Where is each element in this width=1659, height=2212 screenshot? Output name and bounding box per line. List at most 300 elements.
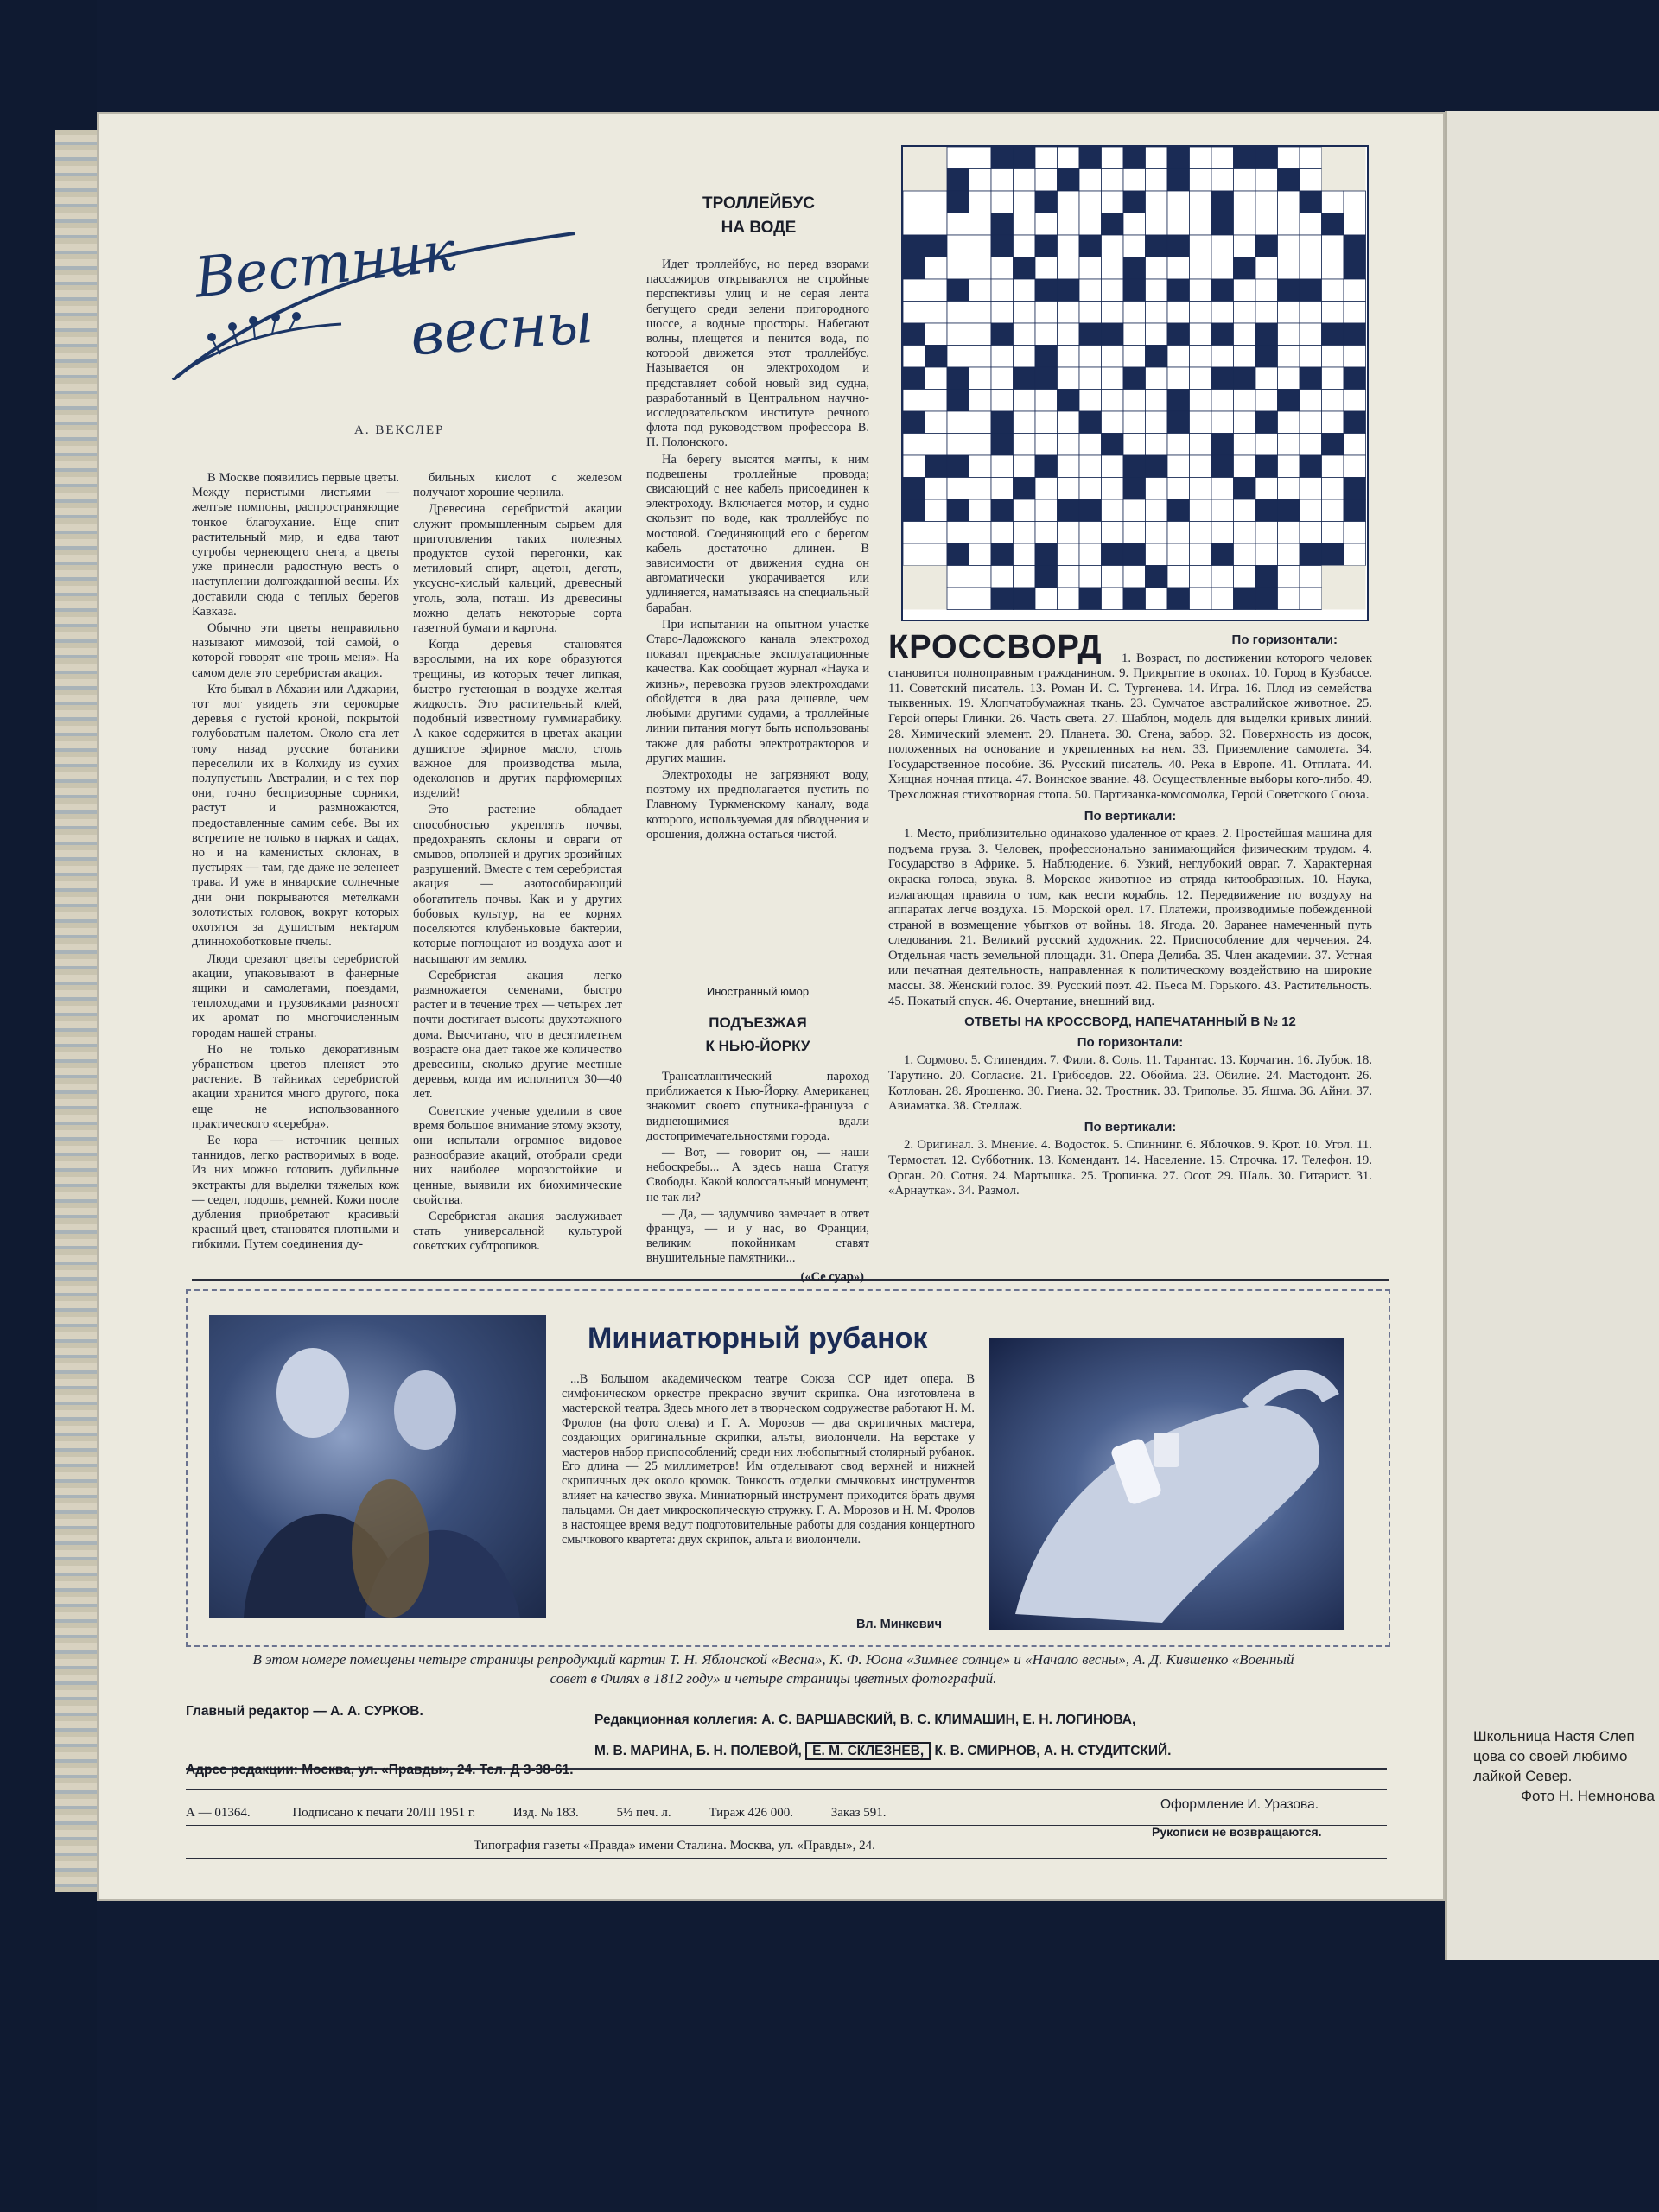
crossword-cell	[969, 522, 992, 544]
crossword-cell	[1211, 522, 1234, 544]
crossword-cell	[1014, 434, 1036, 456]
crossword-cell	[1255, 346, 1278, 368]
crossword-cell	[1014, 367, 1036, 390]
crossword-cell	[1255, 235, 1278, 257]
crossword-cell	[991, 191, 1014, 213]
crossword-cell	[1146, 279, 1168, 302]
crossword-cell	[1344, 235, 1366, 257]
imprint-zakaz: Заказ 591.	[830, 1806, 887, 1820]
crossword-cell	[925, 478, 948, 500]
crossword-cell	[1167, 390, 1190, 412]
crossword-cell	[1102, 434, 1124, 456]
crossword-cell	[1167, 543, 1190, 566]
crossword-cell	[991, 235, 1014, 257]
crossword-cell	[925, 434, 948, 456]
crossword-cell	[1123, 566, 1146, 588]
crossword-cell	[1102, 390, 1124, 412]
crossword-cell	[1167, 235, 1190, 257]
crossword-cell	[969, 235, 992, 257]
crossword-cell	[1278, 499, 1300, 522]
crossword-cell	[1322, 302, 1344, 324]
crossword-cell	[1014, 543, 1036, 566]
crossword-cell	[991, 543, 1014, 566]
crossword-cell	[1234, 522, 1256, 544]
crossword-cell	[1255, 588, 1278, 610]
answers-vertical: 2. Оригинал. 3. Мнение. 4. Водосток. 5. Спиннинг. 6. Яблочков. 9. Крот. 10. Угол. 11. Термостат. 12. Субботник. 13. Комендант. 14. Население. 15. Строчка. 17. Телефон. 19. Орган. 20. Сотня. 24. Мартышка. 25. Тропинка. 27. Осот. 29. Шаль. 30. Гитарист. 31. «Арнаутка». 34. Размол.	[888, 1138, 1372, 1198]
crossword-cell	[1344, 434, 1366, 456]
crossword-cell	[1079, 434, 1102, 456]
crossword-cell	[1146, 302, 1168, 324]
crossword-cell	[1211, 279, 1234, 302]
crossword-cell	[1079, 390, 1102, 412]
crossword-cell	[1167, 522, 1190, 544]
crossword-cell	[1146, 367, 1168, 390]
crossword-cell	[1234, 411, 1256, 434]
crossword-cell	[1014, 235, 1036, 257]
crossword-cell	[1190, 455, 1212, 478]
crossword-cell	[991, 566, 1014, 588]
crossword-cell	[1058, 323, 1080, 346]
crossword-cell	[1167, 346, 1190, 368]
crossword-cell	[969, 411, 992, 434]
crossword-cell	[1146, 191, 1168, 213]
crossword-cell	[1014, 169, 1036, 192]
board-members-a: М. В. МАРИНА, Б. Н. ПОЛЕВОЙ,	[594, 1744, 802, 1758]
crossword-cell	[969, 147, 992, 169]
crossword-cell	[903, 323, 925, 346]
crossword-cell	[1344, 566, 1366, 588]
crossword-cell	[1278, 346, 1300, 368]
crossword-cell	[947, 346, 969, 368]
crossword-cell	[1123, 543, 1146, 566]
footer-rule2	[186, 1789, 1387, 1790]
crossword-cell	[1123, 169, 1146, 192]
crossword-cell	[1211, 566, 1234, 588]
imprint-izd: Изд. № 183.	[512, 1806, 579, 1820]
crossword-cell	[1211, 169, 1234, 192]
crossword-cell	[1234, 499, 1256, 522]
crossword-cell	[1058, 522, 1080, 544]
imprint-manuscripts: Рукописи не возвращаются.	[1152, 1825, 1322, 1839]
crossword-cell	[1300, 455, 1322, 478]
crossword-cell	[1300, 147, 1322, 169]
crossword-cell	[1300, 279, 1322, 302]
board-member-boxed: Е. М. СКЛЕЗНЕВ,	[805, 1742, 931, 1760]
crossword-cell	[1123, 478, 1146, 500]
crossword-cell	[925, 257, 948, 280]
paragraph: Когда деревья становятся взрослыми, на их коре образуются трещины, из которых течет липкая, быстро густеющая в воздухе желтая жидкость. Это растительный клей, подобный известному гуммиарабику. А какое содержится в цветах акации душистое эфирное масло, столь важное для производства мыла, одеколонов и других парфюмерных изделий!	[413, 638, 622, 801]
crossword-cell	[1146, 169, 1168, 192]
crossword-cell	[1035, 302, 1058, 324]
crossword-cell	[1102, 588, 1124, 610]
crossword-cell	[1344, 302, 1366, 324]
crossword-cell	[1123, 522, 1146, 544]
crossword-cell	[1234, 235, 1256, 257]
crossword-cell	[1278, 257, 1300, 280]
crossword-cell	[1300, 191, 1322, 213]
crossword-cell	[1014, 323, 1036, 346]
crossword-cell	[1102, 455, 1124, 478]
binding-spine	[55, 130, 99, 1892]
crossword-cell	[1146, 257, 1168, 280]
crossword-cell	[947, 543, 969, 566]
crossword-cell	[1014, 147, 1036, 169]
crossword-cell	[1058, 478, 1080, 500]
crossword-cell	[1211, 499, 1234, 522]
crossword-cell	[1102, 169, 1124, 192]
crossword-cell	[925, 235, 948, 257]
paragraph: Но не только декоративным убранством цветов пленяет это растение. В тайниках серебристой акации хранится много другого, пока еще не использованного практического «серебра».	[192, 1042, 399, 1131]
footer-rule4	[186, 1858, 1387, 1859]
crossword-cell	[1234, 302, 1256, 324]
crossword-cell	[1146, 434, 1168, 456]
crossword-cell	[1344, 455, 1366, 478]
crossword-cell	[947, 235, 969, 257]
paragraph: Кто бывал в Абхазии или Аджарии, тот мог увидеть эти серокорые деревья с густой кроной, покрытой голубоватым налетом. Около ста лет тому назад русские ботаники переселили их в Колхиду из сухих полупустынь Австралии, и с тех пор они, точно беспризорные сорняки, растут и размножаются, предоставленные самим себе. Вы их встретите не только в парках и садах, но и на каменистых склонах, в пустырях — там, где даже не зеленеет трава. И уже в январские солнечные дни они покрываются метелками золотистых головок, вокруг которых охотятся за душистым нектаром длиннохоботковые пчелы.	[192, 682, 399, 950]
crossword-cell	[1146, 455, 1168, 478]
crossword-cell	[1102, 279, 1124, 302]
paragraph: Люди срезают цветы серебристой акации, упаковывают в фанерные ящики и самолетами, поездами, теплоходами и грузовиками разносят их аромат по многочисленным городам нашей страны.	[192, 951, 399, 1040]
crossword-cells	[903, 147, 1367, 615]
crossword-cell	[991, 323, 1014, 346]
crossword-cell	[1058, 390, 1080, 412]
crossword-cell	[947, 499, 969, 522]
crossword-cell	[1300, 566, 1322, 588]
crossword-cell	[1123, 390, 1146, 412]
miniature-author: Вл. Минкевич	[855, 1618, 942, 1631]
crossword-cell	[1300, 434, 1322, 456]
crossword-cell	[1035, 499, 1058, 522]
crossword-cell	[903, 279, 925, 302]
paragraph: Идет троллейбус, но перед взорами пассажиров открываются не стройные перспективы улиц и не серая лента бегущего среди зелени пригородного шоссе, а водные просторы. Набегают волны, плещется и пенится вода, по которой движется этот троллейбус. Называется он электроходом и представляет собой новый вид судна, разработанный в Центральном научно-исследовательском институте речного флота под руководством профессора В. П. Полонского.	[646, 257, 869, 450]
crossword-cell	[1123, 191, 1146, 213]
crossword-cell	[1167, 169, 1190, 192]
crossword-cell	[1123, 367, 1146, 390]
crossword-cell	[1234, 566, 1256, 588]
article3-section: Иностранный юмор	[706, 985, 810, 998]
crossword-cell	[1278, 147, 1300, 169]
facing-page-caption	[1473, 1726, 1659, 1806]
crossword-cell	[1255, 499, 1278, 522]
crossword-cell	[1058, 279, 1080, 302]
crossword-cell	[947, 302, 969, 324]
imprint-signed: Подписано к печати 20/III 1951 г.	[292, 1806, 476, 1820]
crossword-cell	[969, 213, 992, 236]
crossword-cell	[1079, 367, 1102, 390]
crossword-cell	[947, 455, 969, 478]
crossword-cell	[925, 302, 948, 324]
crossword-cell	[1146, 147, 1168, 169]
crossword-cell	[1102, 499, 1124, 522]
clues-horizontal-head: По горизонтали:	[1231, 632, 1338, 647]
crossword-cell	[1278, 478, 1300, 500]
editorial-board-line1: Редакционная коллегия: А. С. ВАРШАВСКИЙ, В. С. КЛИМАШИН, Е. Н. ЛОГИНОВА,	[594, 1713, 1136, 1727]
crossword-cell	[1014, 302, 1036, 324]
crossword-cell	[925, 346, 948, 368]
crossword-cell	[947, 213, 969, 236]
paragraph: В Москве появились первые цветы. Между перистыми листьями — желтые помпоны, распространяющие тонкое благоухание. Еще спит растительный мир, и едва тают сугробы чернеющего снега, а цветы уже принесли радостную весть о наступлении долгожданной весны. Их доставили сюда с теплых берегов Кавказа.	[192, 471, 399, 619]
crossword-cell	[1123, 257, 1146, 280]
crossword-cell	[903, 191, 925, 213]
crossword-cell	[1079, 346, 1102, 368]
crossword-cell	[1344, 279, 1366, 302]
crossword-grid	[901, 145, 1369, 621]
crossword-cell	[969, 434, 992, 456]
crossword-cell	[1211, 191, 1234, 213]
crossword-cell	[1234, 367, 1256, 390]
crossword-cell	[1190, 478, 1212, 500]
crossword-cell	[903, 455, 925, 478]
miniature-title: Миниатюрный рубанок	[588, 1322, 928, 1355]
answers-horizontal: 1. Сормово. 5. Стипендия. 7. Фили. 8. Соль. 11. Тарантас. 13. Корчагин. 16. Лубок. 18. Тарутино. 20. Согласие. 21. Грибоедов. 22. Обойма. 23. Обилие. 24. Мастодонт. 26. Котлован. 28. Ярошенко. 30. Гиена. 32. Тростник. 33. Триполье. 35. Яшма. 36. Айни. 37. Авиаматка. 38. Стеллаж.	[888, 1053, 1372, 1114]
crossword-cell	[925, 455, 948, 478]
clues-vertical: 1. Место, приблизительно одинаково удаленное от краев. 2. Простейшая машина для подъема груза. 3. Человек, профессионально занимающийся физическим трудом. 4. Государство в Африке. 5. Наблюдение. 6. Узкий, неглубокий овраг. 7. Характерная окраска голоса, звука. 8. Морское животное из отряда китообразных. 10. Наука, излагающая правила о том, как вести корабль. 12. Передвижение по воздуху на аппаратах легче воздуха. 15. Морской орел. 17. Платежи, производимые побежденной страной в возмещение убытков от войны. 18. Ягода. 20. Заранее намеченный путь следования. 21. Великий русский художник. 22. Приспособление для черчения. 24. Отдельная часть земельной площади. 31. Опера Делиба. 35. Член академии. 37. Устная или печатная деятельность, направленная к политическому воздействию на широкие массы. 38. Женский голос. 39. Русский поэт. 42. Пьеса М. Горького. 43. Растительность. 45. Покатый спуск. 46. Очертание, внешний вид.	[888, 827, 1372, 1008]
crossword-cell	[1234, 257, 1256, 280]
crossword-cell	[947, 147, 969, 169]
crossword-cell	[991, 411, 1014, 434]
crossword-cell	[1102, 411, 1124, 434]
crossword-cell	[1190, 302, 1212, 324]
crossword-cell	[1344, 522, 1366, 544]
crossword-cell	[991, 213, 1014, 236]
crossword-cell	[1278, 213, 1300, 236]
crossword-cell	[1102, 346, 1124, 368]
crossword-cell	[1344, 257, 1366, 280]
crossword-cell	[1278, 390, 1300, 412]
crossword-cell	[1190, 411, 1212, 434]
crossword-cell	[1079, 455, 1102, 478]
crossword-cell	[1146, 543, 1168, 566]
crossword-cell	[1079, 588, 1102, 610]
crossword-cell	[1190, 543, 1212, 566]
crossword-cell	[1322, 323, 1344, 346]
crossword-cell	[1211, 543, 1234, 566]
article2-headline	[646, 192, 871, 240]
crossword-cell	[1102, 302, 1124, 324]
crossword-cell	[1211, 478, 1234, 500]
crossword-cell	[925, 543, 948, 566]
crossword-cell	[1278, 434, 1300, 456]
imprint-printer: Типография газеты «Правда» имени Сталина. Москва, ул. «Правды», 24.	[474, 1839, 875, 1853]
masthead-line1: Вестник	[191, 219, 460, 311]
crossword-cell	[925, 213, 948, 236]
crossword-cell	[1190, 257, 1212, 280]
crossword-cell	[1035, 522, 1058, 544]
crossword-cell	[1322, 478, 1344, 500]
article3-headline	[646, 1011, 869, 1058]
crossword-cell	[1167, 213, 1190, 236]
crossword-cell	[925, 566, 948, 588]
crossword-cell	[969, 257, 992, 280]
crossword-cell	[947, 367, 969, 390]
crossword-cell	[1123, 346, 1146, 368]
facing-page	[1445, 111, 1659, 1960]
crossword-cell	[1234, 543, 1256, 566]
crossword-cell	[969, 588, 992, 610]
crossword-cell	[1035, 169, 1058, 192]
crossword-cell	[1035, 478, 1058, 500]
crossword-cell	[1234, 478, 1256, 500]
crossword-cell	[1035, 434, 1058, 456]
crossword-cell	[991, 522, 1014, 544]
crossword-cell	[1123, 588, 1146, 610]
crossword-cell	[1278, 235, 1300, 257]
crossword-cell	[991, 169, 1014, 192]
chief-editor: Главный редактор — А. А. СУРКОВ.	[186, 1704, 423, 1719]
article3-title-line2: К НЬЮ-ЙОРКУ	[705, 1038, 810, 1054]
crossword-cell	[1014, 390, 1036, 412]
crossword-cell	[1102, 323, 1124, 346]
crossword-cell	[1211, 411, 1234, 434]
crossword-cell	[1058, 191, 1080, 213]
crossword-cell	[1278, 588, 1300, 610]
crossword-cell	[1079, 279, 1102, 302]
crossword-cell	[1234, 147, 1256, 169]
article1-column1	[192, 471, 399, 1255]
paragraph: При испытании на опытном участке Старо-Ладожского канала электроход показал прекрасные эксплуатационные качества. Как сообщает журнал «Наука и жизнь», перевозка грузов электроходами обойдется в два раза дешевле, чем любыми другими судами, а троллейные линии питания могут быть использованы также для работы электротракторов и других машин.	[646, 617, 869, 766]
crossword-cell	[1300, 543, 1322, 566]
crossword-cell	[969, 455, 992, 478]
crossword-cell	[903, 543, 925, 566]
crossword-cell	[991, 279, 1014, 302]
crossword-cell	[1322, 566, 1344, 588]
crossword-cell	[1123, 302, 1146, 324]
crossword-cell	[1146, 235, 1168, 257]
crossword-cell	[903, 169, 925, 192]
crossword-cell	[1058, 411, 1080, 434]
crossword-cell	[1102, 213, 1124, 236]
crossword-cell	[947, 191, 969, 213]
crossword-cell	[1058, 566, 1080, 588]
crossword-cell	[1300, 390, 1322, 412]
crossword-cell	[947, 279, 969, 302]
paragraph: бильных кислот с железом получают хорошие чернила.	[413, 471, 622, 500]
crossword-cell	[1255, 478, 1278, 500]
crossword-cell	[1035, 411, 1058, 434]
crossword-cell	[1035, 191, 1058, 213]
crossword-cell	[1344, 543, 1366, 566]
crossword-cell	[1146, 478, 1168, 500]
paragraph: Трансатлантический пароход приближается к Нью-Йорку. Американец знакомит своего спутника-француза с виднеющимися вдали достопримечательностями города.	[646, 1070, 869, 1143]
crossword-cell	[1079, 566, 1102, 588]
crossword-cell	[1255, 147, 1278, 169]
crossword-cell	[1300, 499, 1322, 522]
crossword-cell	[1014, 455, 1036, 478]
crossword-cell	[1344, 323, 1366, 346]
crossword-cell	[991, 346, 1014, 368]
crossword-cell	[1322, 499, 1344, 522]
crossword-cell	[1322, 346, 1344, 368]
crossword-cell	[1255, 302, 1278, 324]
crossword-cell	[1079, 478, 1102, 500]
crossword-cell	[969, 346, 992, 368]
masthead-line2: весны	[408, 289, 596, 369]
crossword-cell	[1123, 279, 1146, 302]
paragraph: Древесина серебристой акации служит промышленным сырьем для приготовления таких полезных продуктов сухой перегонки, как метиловый спирт, ацетон, деготь, уксусно-кислый кальций, древесный уголь, зола, поташ. Из древесины можно делать некоторые сорта газетной бумаги и картона.	[413, 502, 622, 636]
crossword-cell	[1014, 588, 1036, 610]
crossword-cell	[1300, 235, 1322, 257]
crossword-cell	[1190, 588, 1212, 610]
caption-text: Школьница Настя Слеп цова со своей любимо лайкой Север.	[1473, 1728, 1635, 1784]
crossword-cell	[1079, 213, 1102, 236]
crossword-cell	[1014, 522, 1036, 544]
crossword-cell	[1146, 566, 1168, 588]
crossword-cell	[1300, 213, 1322, 236]
musicians-photo	[209, 1315, 546, 1618]
crossword-cell	[1211, 367, 1234, 390]
crossword-cell	[1211, 434, 1234, 456]
crossword-cell	[925, 588, 948, 610]
crossword-cell	[969, 478, 992, 500]
crossword-cell	[1035, 257, 1058, 280]
crossword-cell	[1058, 257, 1080, 280]
crossword-cell	[969, 390, 992, 412]
article3-source: («Се суар»)	[800, 1270, 864, 1284]
crossword-cell	[1079, 499, 1102, 522]
crossword-cell	[1255, 169, 1278, 192]
editorial-board-line2	[594, 1744, 1171, 1759]
crossword-cell	[1190, 367, 1212, 390]
crossword-cell	[1255, 367, 1278, 390]
crossword-cell	[1123, 455, 1146, 478]
crossword-cell	[1211, 346, 1234, 368]
crossword-cell	[1344, 390, 1366, 412]
crossword-cell	[1123, 235, 1146, 257]
paragraph: Электроходы не загрязняют воду, поэтому их предполагается пустить по Главному Туркменскому каналу, вода которого, используемая для обводнения и орошения, должна остаться чистой.	[646, 767, 869, 842]
crossword-cell	[1234, 169, 1256, 192]
crossword-cell	[1014, 478, 1036, 500]
crossword-cell	[1255, 257, 1278, 280]
crossword-cell	[1300, 257, 1322, 280]
crossword-cell	[1234, 191, 1256, 213]
crossword-cell	[1322, 279, 1344, 302]
crossword-cell	[947, 257, 969, 280]
crossword-cell	[1300, 323, 1322, 346]
crossword-cell	[991, 499, 1014, 522]
crossword-cell	[1035, 323, 1058, 346]
crossword-cell	[925, 522, 948, 544]
crossword-cell	[1035, 390, 1058, 412]
crossword-cell	[1058, 169, 1080, 192]
crossword-cell	[1278, 367, 1300, 390]
crossword-cell	[1146, 522, 1168, 544]
crossword-cell	[1211, 323, 1234, 346]
crossword-cell	[1255, 279, 1278, 302]
crossword-cell	[991, 147, 1014, 169]
paragraph: На берегу высятся мачты, к ним подвешены троллейные провода; свисающий с нее кабель присоединен к электроходу. Включается мотор, и судно скользит по воде, как троллейбус по мостовой. Соединяющий его с берегом кабель достаточно длинен. В зависимости от движения судна он автоматически укорачивается или удлиняется, наматываясь на специальный барабан.	[646, 452, 869, 615]
crossword-cell	[1102, 147, 1124, 169]
imprint-code: А — 01364.	[186, 1806, 251, 1820]
crossword-cell	[1322, 588, 1344, 610]
crossword-cell	[947, 522, 969, 544]
crossword-cell	[1300, 302, 1322, 324]
crossword-cell	[1234, 346, 1256, 368]
crossword-cell	[1014, 213, 1036, 236]
crossword-cell	[1300, 588, 1322, 610]
photo-credit: Фото Н. Немнонова	[1521, 1788, 1655, 1804]
crossword-cell	[1344, 191, 1366, 213]
crossword-cell	[1322, 257, 1344, 280]
crossword-cell	[947, 588, 969, 610]
crossword-cell	[1102, 478, 1124, 500]
crossword-cell	[1190, 522, 1212, 544]
article-author: А. ВЕКСЛЕР	[354, 423, 445, 437]
crossword-cell	[947, 390, 969, 412]
crossword-cell	[1190, 390, 1212, 412]
article1-column2	[413, 471, 622, 1256]
imprint-tirazh: Тираж 426 000.	[709, 1806, 793, 1820]
crossword-cell	[1079, 323, 1102, 346]
